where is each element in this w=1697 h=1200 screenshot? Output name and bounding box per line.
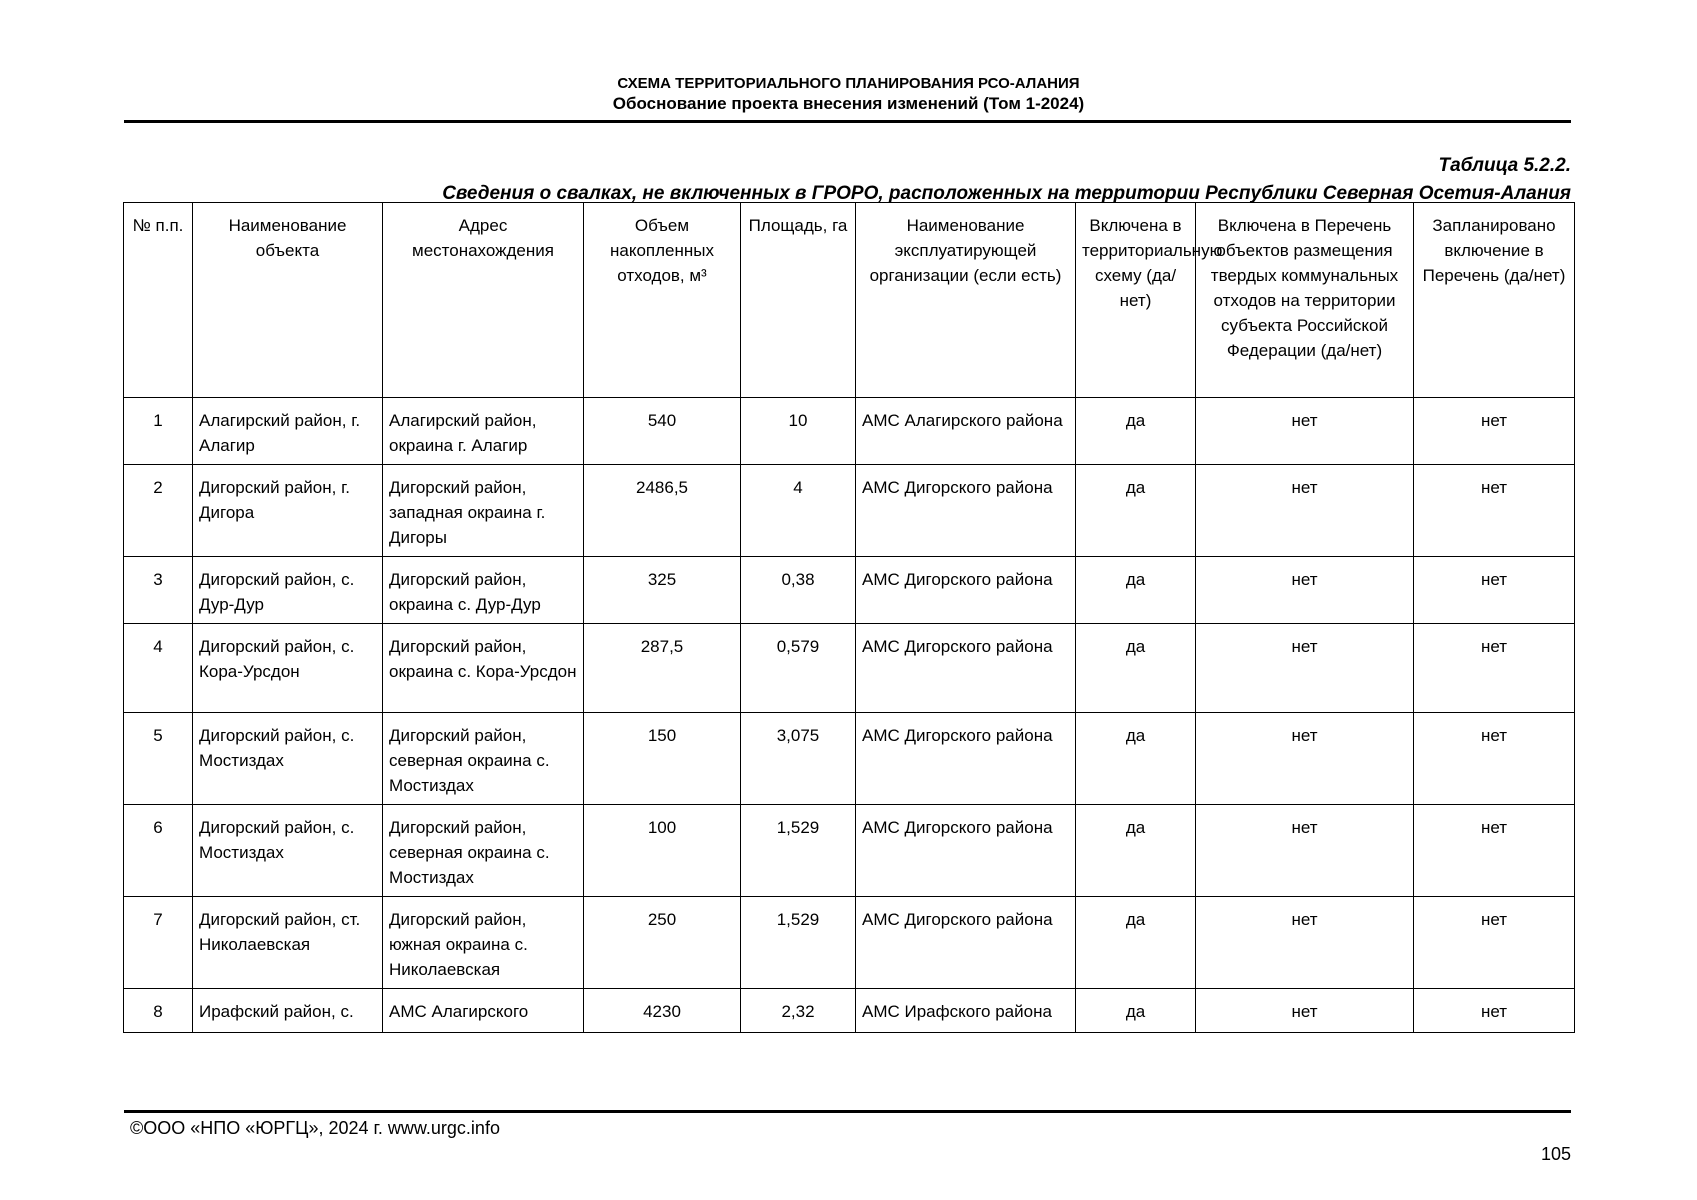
cell-territorial-scheme: да [1076,805,1196,897]
cell-number: 6 [124,805,193,897]
cell-planned-inclusion: нет [1414,897,1575,989]
cell-in-list: нет [1196,465,1414,557]
header-title: СХЕМА ТЕРРИТОРИАЛЬНОГО ПЛАНИРОВАНИЯ РСО-АЛАНИЯ [617,75,1080,92]
cell-address: АМС Алагирского [383,989,584,1033]
cell-number: 2 [124,465,193,557]
cell-object-name: Дигорский район, с. Мостиздах [193,805,383,897]
cell-object-name: Дигорский район, с. Кора-Урсдон [193,624,383,713]
page-number: 105 [1540,1144,1571,1164]
cell-in-list: нет [1196,897,1414,989]
table-caption [442,152,1571,208]
cell-object-name: Алагирский район, г. Алагир [193,398,383,465]
cell-number: 3 [124,557,193,624]
table-row [124,465,1575,557]
cell-area: 10 [741,398,856,465]
table-row [124,989,1575,1033]
col-header-waste-volume: Объем накопленных отходов, м³ [584,203,741,398]
footer-divider [124,1110,1571,1113]
table-row [124,624,1575,713]
table-body [124,398,1575,1033]
cell-operator: АМС Алагирского района [856,398,1076,465]
cell-territorial-scheme: да [1076,398,1196,465]
cell-operator: АМС Ирафского района [856,989,1076,1033]
cell-in-list: нет [1196,805,1414,897]
cell-number: 8 [124,989,193,1033]
table-label: Таблица 5.2.2. [1438,155,1571,176]
cell-area: 1,529 [741,897,856,989]
cell-address: Дигорский район, западная окраина г. Дигоры [383,465,584,557]
cell-planned-inclusion: нет [1414,624,1575,713]
cell-in-list: нет [1196,624,1414,713]
table-title: Сведения о свалках, не включенных в ГРОРО, расположенных на территории Республики Северная Осетия-Алания [442,183,1571,204]
landfill-table [123,202,1575,1033]
cell-waste-volume: 2486,5 [584,465,741,557]
table-row [124,897,1575,989]
table-row [124,398,1575,465]
cell-territorial-scheme: да [1076,989,1196,1033]
cell-object-name: Дигорский район, с. Мостиздах [193,713,383,805]
col-header-number: № п.п. [124,203,193,398]
cell-number: 4 [124,624,193,713]
cell-number: 7 [124,897,193,989]
cell-operator: АМС Дигорского района [856,713,1076,805]
cell-in-list: нет [1196,989,1414,1033]
cell-number: 1 [124,398,193,465]
cell-waste-volume: 100 [584,805,741,897]
cell-waste-volume: 4230 [584,989,741,1033]
cell-area: 4 [741,465,856,557]
cell-area: 0,579 [741,624,856,713]
col-header-operator: Наименование эксплуатирующей организации (если есть) [856,203,1076,398]
cell-object-name: Ирафский район, с. [193,989,383,1033]
cell-territorial-scheme: да [1076,897,1196,989]
cell-planned-inclusion: нет [1414,557,1575,624]
table-header-row [124,203,1575,398]
cell-planned-inclusion: нет [1414,805,1575,897]
cell-planned-inclusion: нет [1414,465,1575,557]
cell-address: Алагирский район, окраина г. Алагир [383,398,584,465]
col-header-in-list: Включена в Перечень объектов размещения твердых коммунальных отходов на территории субъекта Российской Федерации (да/нет) [1196,203,1414,398]
cell-object-name: Дигорский район, с. Дур-Дур [193,557,383,624]
table-row [124,557,1575,624]
cell-territorial-scheme: да [1076,624,1196,713]
table-row [124,805,1575,897]
cell-area: 2,32 [741,989,856,1033]
cell-in-list: нет [1196,713,1414,805]
cell-territorial-scheme: да [1076,713,1196,805]
cell-operator: АМС Дигорского района [856,624,1076,713]
cell-operator: АМС Дигорского района [856,897,1076,989]
cell-area: 1,529 [741,805,856,897]
cell-address: Дигорский район, северная окраина с. Мостиздах [383,713,584,805]
document-header [0,74,1697,115]
cell-in-list: нет [1196,557,1414,624]
col-header-address: Адрес местонахождения [383,203,584,398]
cell-in-list: нет [1196,398,1414,465]
cell-number: 5 [124,713,193,805]
cell-address: Дигорский район, окраина с. Кора-Урсдон [383,624,584,713]
col-header-area: Площадь, га [741,203,856,398]
cell-planned-inclusion: нет [1414,989,1575,1033]
col-header-object-name: Наименование объекта [193,203,383,398]
table-row [124,713,1575,805]
header-subtitle: Обоснование проекта внесения изменений (Том 1-2024) [612,94,1085,113]
cell-waste-volume: 325 [584,557,741,624]
col-header-territorial-scheme: Включена в территориальную схему (да/нет) [1076,203,1196,398]
cell-address: Дигорский район, южная окраина с. Николаевская [383,897,584,989]
cell-address: Дигорский район, северная окраина с. Мостиздах [383,805,584,897]
cell-waste-volume: 287,5 [584,624,741,713]
cell-area: 3,075 [741,713,856,805]
col-header-planned-inclusion: Запланировано включение в Перечень (да/нет) [1414,203,1575,398]
cell-waste-volume: 250 [584,897,741,989]
cell-object-name: Дигорский район, ст. Николаевская [193,897,383,989]
cell-operator: АМС Дигорского района [856,465,1076,557]
cell-operator: АМС Дигорского района [856,805,1076,897]
header-divider [124,120,1571,123]
cell-planned-inclusion: нет [1414,713,1575,805]
cell-territorial-scheme: да [1076,465,1196,557]
footer-copyright: ©ООО «НПО «ЮРГЦ», 2024 г. www.urgc.info [130,1118,500,1138]
cell-address: Дигорский район, окраина с. Дур-Дур [383,557,584,624]
cell-area: 0,38 [741,557,856,624]
cell-territorial-scheme: да [1076,557,1196,624]
cell-waste-volume: 150 [584,713,741,805]
cell-waste-volume: 540 [584,398,741,465]
cell-object-name: Дигорский район, г. Дигора [193,465,383,557]
cell-planned-inclusion: нет [1414,398,1575,465]
cell-operator: АМС Дигорского района [856,557,1076,624]
